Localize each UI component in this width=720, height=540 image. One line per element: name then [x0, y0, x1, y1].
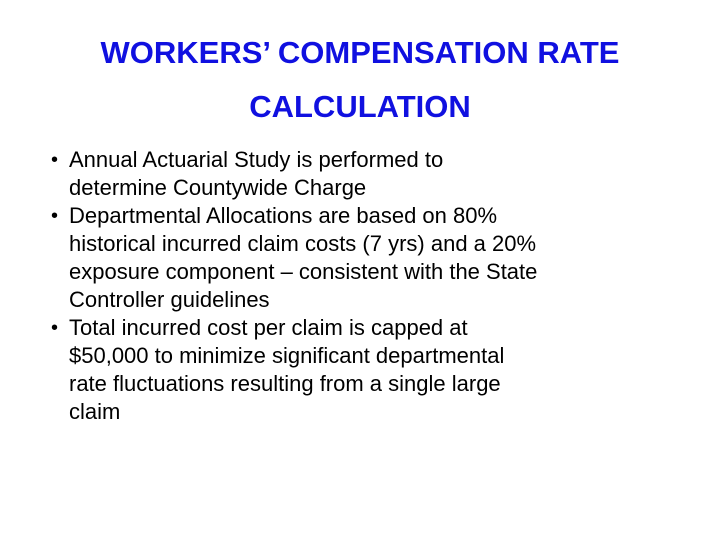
bullet-text-line: $50,000 to minimize significant departmental [69, 343, 505, 368]
slide-title-line-2: CALCULATION [249, 89, 471, 124]
bullet-dot-icon: • [50, 149, 58, 171]
bullet-text-line: exposure component – consistent with the State [69, 259, 538, 284]
bullet-list [40, 146, 680, 426]
bullet-item-actuarial-study [40, 146, 680, 202]
bullet-item-departmental-allocations [40, 202, 680, 314]
bullet-text-line: historical incurred claim costs (7 yrs) and a 20% [69, 231, 537, 256]
bullet-dot-icon: • [50, 317, 58, 339]
bullet-dot-icon: • [50, 205, 58, 227]
bullet-text-line: Departmental Allocations are based on 80% [69, 203, 498, 228]
bullet-text-line: claim [69, 399, 121, 424]
bullet-item-cost-cap [40, 314, 680, 426]
bullet-text-line: determine Countywide Charge [69, 175, 367, 200]
slide-title-line-1: WORKERS’ COMPENSATION RATE [100, 35, 620, 70]
bullet-text-line: rate fluctuations resulting from a single large [69, 371, 501, 396]
bullet-text-line: Total incurred cost per claim is capped at [69, 315, 468, 340]
slide-title [40, 26, 680, 134]
bullet-text-line: Annual Actuarial Study is performed to [69, 147, 444, 172]
bullet-text-line: Controller guidelines [69, 287, 270, 312]
